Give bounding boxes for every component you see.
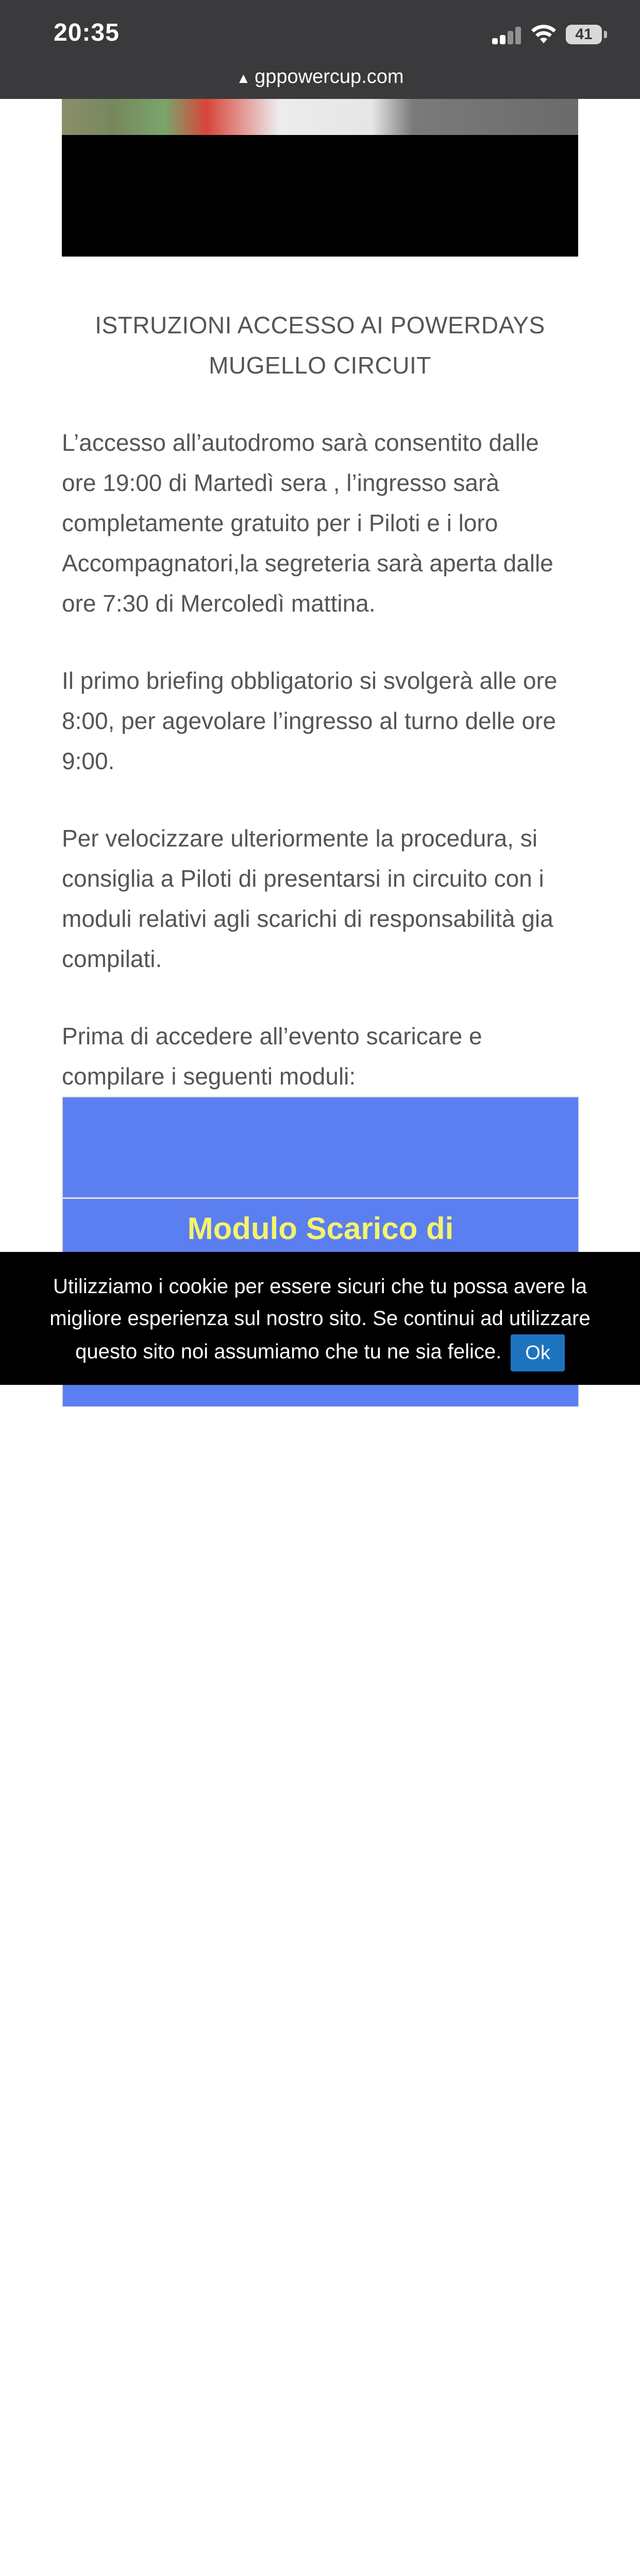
battery-nub	[604, 31, 607, 38]
battery-icon: 41	[566, 25, 602, 44]
video-player[interactable]	[62, 99, 578, 257]
table-divider	[63, 1197, 578, 1199]
heading-line-1: ISTRUZIONI ACCESSO AI POWERDAYS	[95, 312, 545, 338]
browser-top-bar	[0, 0, 640, 99]
cookie-banner-content	[31, 1270, 609, 1371]
paragraph-briefing: Il primo briefing obbligatorio si svolgerà alle ore 8:00, per agevolare l’ingresso al turno delle ore 9:00.	[62, 667, 558, 774]
page-heading	[62, 305, 578, 385]
wifi-icon	[531, 25, 557, 45]
cookie-banner	[0, 1252, 640, 1385]
url-text: gppowercup.com	[255, 66, 404, 88]
address-bar[interactable]	[0, 66, 640, 88]
paragraph-download-intro: Prima di accedere all’evento scaricare e compilare i seguenti moduli:	[62, 1023, 482, 1090]
status-time: 20:35	[54, 19, 120, 46]
video-thumbnail	[62, 99, 578, 135]
warning-icon: ▲	[236, 70, 251, 86]
download-link-title[interactable]: Modulo Scarico di	[187, 1211, 454, 1246]
cookie-text: Utilizziamo i cookie per essere sicuri che tu possa avere la migliore esperienza sul nostro sito. Se continui ad utilizzare questo sito noi assumiamo che tu ne sia felice.	[49, 1275, 591, 1363]
heading-line-2: MUGELLO CIRCUIT	[209, 352, 431, 379]
cookie-ok-button[interactable]: Ok	[511, 1334, 565, 1371]
paragraph-procedure: Per velocizzare ulteriormente la procedura, si consiglia a Piloti di presentarsi in circuito con i moduli relativi agli scarichi di responsabilità gia compilati.	[62, 825, 553, 972]
paragraph-access: L’accesso all’autodromo sarà consentito dalle ore 19:00 di Martedì sera , l’ingresso sarà completamente gratuito per i Piloti e i loro Accompagnatori,la segreteria sarà aperta dalle ore 7:30 di Mercoledì mattina.	[62, 429, 553, 617]
signal-icon	[492, 27, 522, 44]
